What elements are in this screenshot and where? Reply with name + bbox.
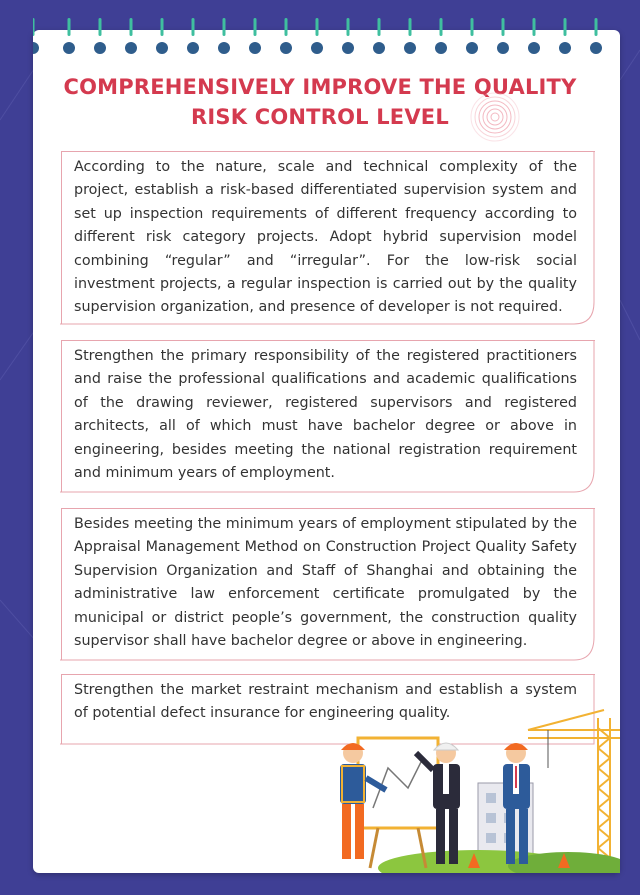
page-title bbox=[0, 72, 640, 132]
crane-icon bbox=[528, 710, 620, 868]
paragraph-box-1 bbox=[61, 151, 595, 324]
box-corner bbox=[594, 341, 595, 342]
paragraph-text-4: Strengthen the market restraint mechanism and establish a system of potential defect insurance for engineering quality. bbox=[74, 682, 577, 722]
box-corner bbox=[594, 675, 595, 676]
paragraph-text-1: According to the nature, scale and technical complexity of the project, establish a risk-based differentiated supervision system and set up inspection requirements of different frequency according to different risk category projects. Adopt hybrid supervision model combining “regular” and “irregular”. For the low-risk social investment projects, a regular inspection is carried out by the quality supervision organization, and presence of developer is not required. bbox=[74, 159, 577, 316]
paragraph-text-2: Strengthen the primary responsibility of the registered practitioners and raise the professional qualifications and academic qualifications of the drawing reviewer, registered supervisors and registered architects, all of which must have bachelor degree or above in engineering, besides meeting the national registration requirement and minimum years of employment. bbox=[74, 348, 577, 482]
swirl-decoration-icon bbox=[450, 92, 530, 142]
whiteboard-icon bbox=[358, 738, 438, 868]
title-line-1: COMPREHENSIVELY IMPROVE THE QUALITY bbox=[63, 75, 577, 99]
paragraph-box-2 bbox=[61, 340, 595, 492]
title-line-2: RISK CONTROL LEVEL bbox=[191, 105, 449, 129]
notebook-ring-icon bbox=[33, 18, 39, 54]
paragraph-text-3: Besides meeting the minimum years of employment stipulated by the Appraisal Management Method on Construction Project Quality Safety Supervision Organization and Staff of Shanghai and obtaining the administrative law enforcement certificate promulgated by the municipal or district people’s government, the construction quality supervisor shall have bachelor degree or above in engineering. bbox=[74, 516, 577, 650]
notebook-rings bbox=[33, 16, 620, 56]
construction-workers-illustration bbox=[328, 708, 620, 873]
paragraph-box-3 bbox=[61, 508, 595, 660]
box-corner bbox=[594, 152, 595, 153]
box-corner bbox=[594, 509, 595, 510]
